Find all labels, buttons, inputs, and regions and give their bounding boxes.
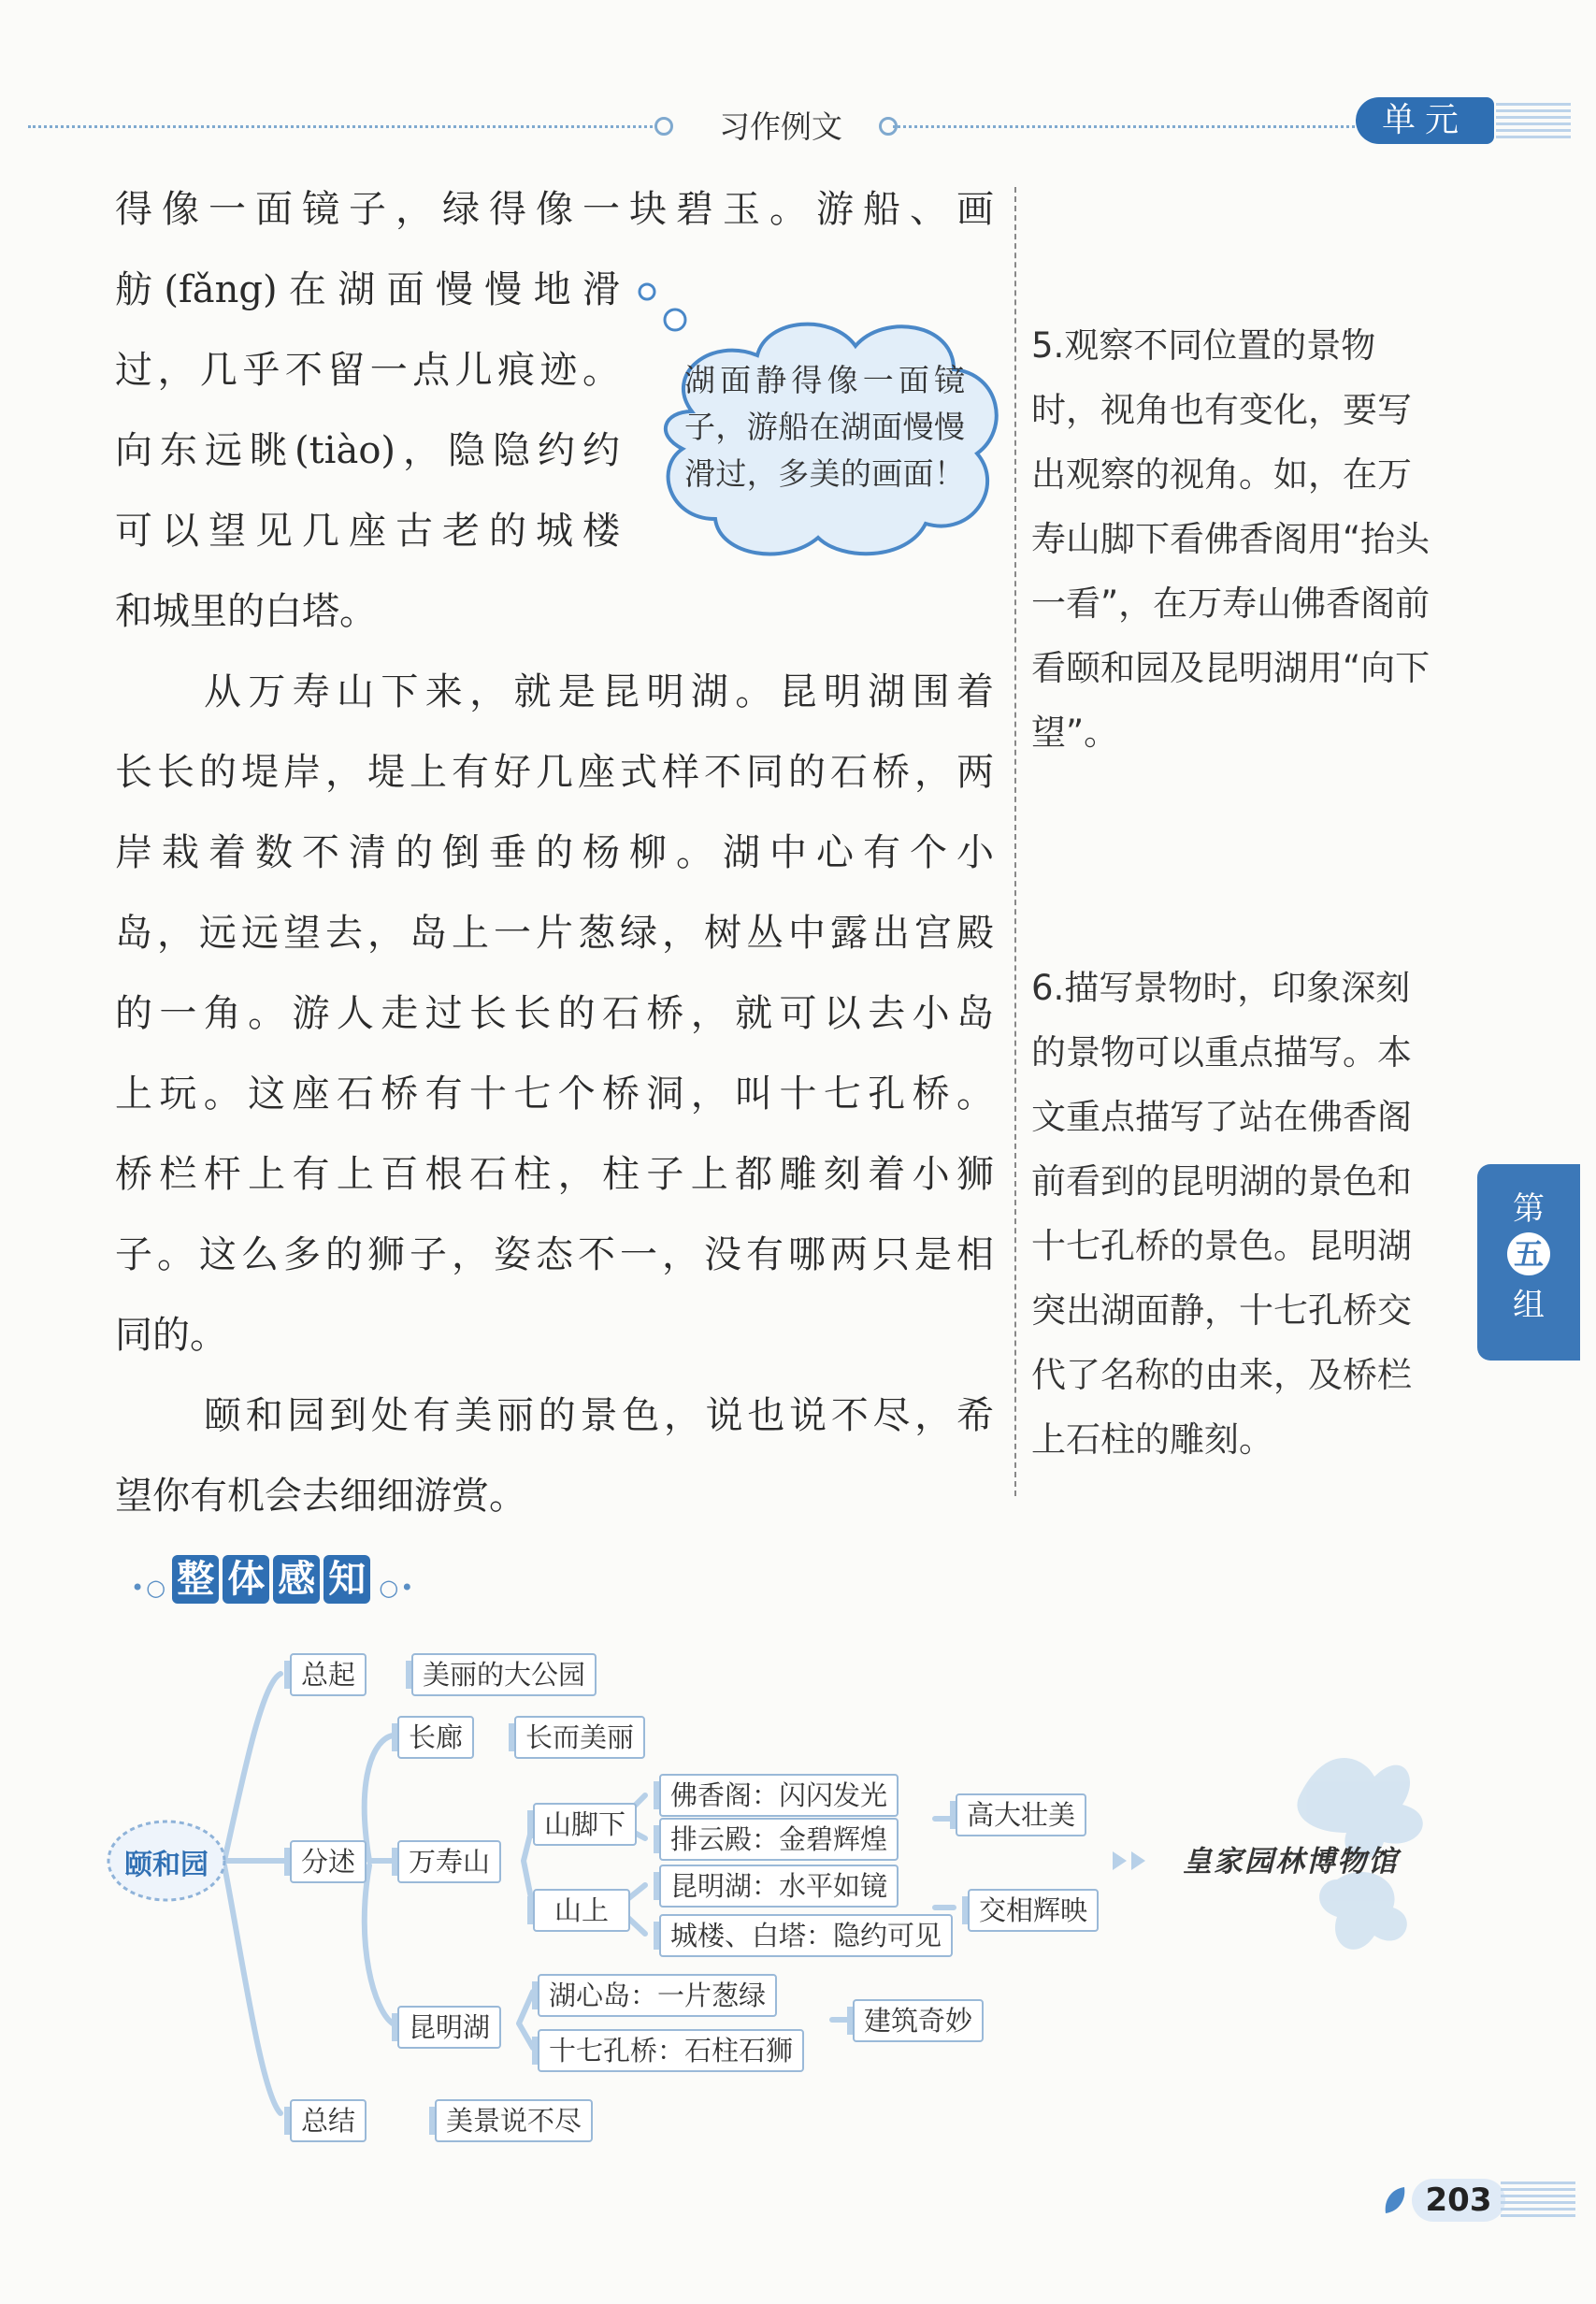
heading-char: 整 <box>172 1555 219 1604</box>
heading-dots-left-icon: •○ <box>131 1574 168 1601</box>
body-line: 岛，远远望去，岛上一片葱绿，树丛中露出宫殿 <box>115 912 994 955</box>
node-jiaoxiang: 交相辉映 <box>968 1889 1099 1932</box>
node-zongqi-desc: 美丽的大公园 <box>411 1653 597 1696</box>
side-tab-bottom: 组 <box>1513 1287 1545 1324</box>
body-line: 得像一面镜子，绿得像一块碧玉。游船、画 <box>115 188 994 231</box>
side-tab-number: 五 <box>1507 1232 1550 1275</box>
node-zongqi: 总起 <box>290 1653 367 1696</box>
heading-dots-right-icon: ○• <box>379 1574 416 1601</box>
heading-char: 体 <box>223 1555 269 1604</box>
body-line: 和城里的白塔。 <box>115 590 377 633</box>
body-line: 桥栏杆上有上百根石柱，柱子上都雕刻着小狮 <box>115 1153 994 1196</box>
node-shanshang: 山上 <box>533 1889 630 1932</box>
mind-map-root <box>106 1819 227 1903</box>
node-kunminghu-view: 昆明湖：水平如镜 <box>659 1865 899 1908</box>
body-line: 岸栽着数不清的倒垂的杨柳。湖中心有个小 <box>115 831 994 874</box>
node-huxindao: 湖心岛：一片葱绿 <box>538 1974 777 2017</box>
node-zongjie-desc: 美景说不尽 <box>435 2099 593 2142</box>
node-foxiangge: 佛香阁：闪闪发光 <box>659 1774 899 1817</box>
body-line: 望你有机会去细细游赏。 <box>115 1475 526 1518</box>
page-title: 习作例文 <box>719 108 842 145</box>
body-line: 同的。 <box>115 1314 227 1357</box>
unit-badge: 单元 <box>1356 97 1494 144</box>
node-kunminghu: 昆明湖 <box>397 2006 501 2049</box>
heading-char: 感 <box>273 1555 320 1604</box>
node-changlang-desc: 长而美丽 <box>514 1716 645 1759</box>
node-changlang: 长廊 <box>397 1716 474 1759</box>
node-jianzhu: 建筑奇妙 <box>853 1999 984 2042</box>
margin-note-5: 5.观察不同位置的景物时，视角也有变化，要写出观察的视角。如，在万寿山脚下看佛香阁用“抬头一看”，在万寿山佛香阁前看颐和园及昆明湖用“向下望”。 <box>1031 325 1431 753</box>
node-gaoda: 高大壮美 <box>956 1793 1086 1836</box>
body-line: 从万寿山下来，就是昆明湖。昆明湖围着 <box>204 670 994 713</box>
cloud-note: 湖面静得像一面镜子，游船在湖面慢慢滑过，多美的画面！ <box>684 362 965 492</box>
leaf-icon <box>1382 2185 1408 2217</box>
node-paiyundian: 排云殿：金碧辉煌 <box>659 1818 899 1861</box>
node-chenglou: 城楼、白塔：隐约可见 <box>659 1914 953 1957</box>
node-zongjie: 总结 <box>290 2099 367 2142</box>
body-line: 的一角。游人走过长长的石桥，就可以去小岛 <box>115 992 994 1035</box>
side-tab-top: 第 <box>1513 1190 1545 1228</box>
body-line: 颐和园到处有美丽的景色，说也说不尽，希 <box>204 1394 994 1437</box>
body-line: 长长的堤岸，堤上有好几座式样不同的石桥，两 <box>115 751 994 794</box>
node-shanjiaoxia: 山脚下 <box>533 1803 637 1846</box>
node-shiqikongqiao: 十七孔桥：石柱石狮 <box>538 2029 804 2072</box>
body-line: 上玩。这座石桥有十七个桥洞，叫十七孔桥。 <box>115 1073 994 1116</box>
node-fenshu: 分述 <box>290 1840 367 1883</box>
heading-char: 知 <box>324 1555 370 1604</box>
node-wanshoushan: 万寿山 <box>397 1840 501 1883</box>
margin-note-6: 6.描写景物时，印象深刻的景物可以重点描写。本文重点描写了站在佛香阁前看到的昆明湖的景色和十七孔桥的景色。昆明湖突出湖面静，十七孔桥交代了名称的由来，及桥栏上石柱的雕刻。 <box>1031 968 1412 1460</box>
body-line: 舫(fǎng)在湖面慢慢地滑 <box>115 268 620 311</box>
mind-map-conclusion: 皇家园林博物馆 <box>1183 1845 1399 1879</box>
body-line: 过，几乎不留一点儿痕迹。 <box>115 349 620 392</box>
root-label: 颐和园 <box>124 1849 208 1881</box>
page-number: 203 <box>1412 2179 1505 2222</box>
page-number-stripes <box>1501 2182 1575 2219</box>
body-line: 可以望见几座古老的城楼 <box>115 510 620 553</box>
body-line: 向东远眺(tiào)，隐隐约约 <box>115 429 620 472</box>
body-line: 子。这么多的狮子，姿态不一，没有哪两只是相 <box>115 1233 994 1276</box>
